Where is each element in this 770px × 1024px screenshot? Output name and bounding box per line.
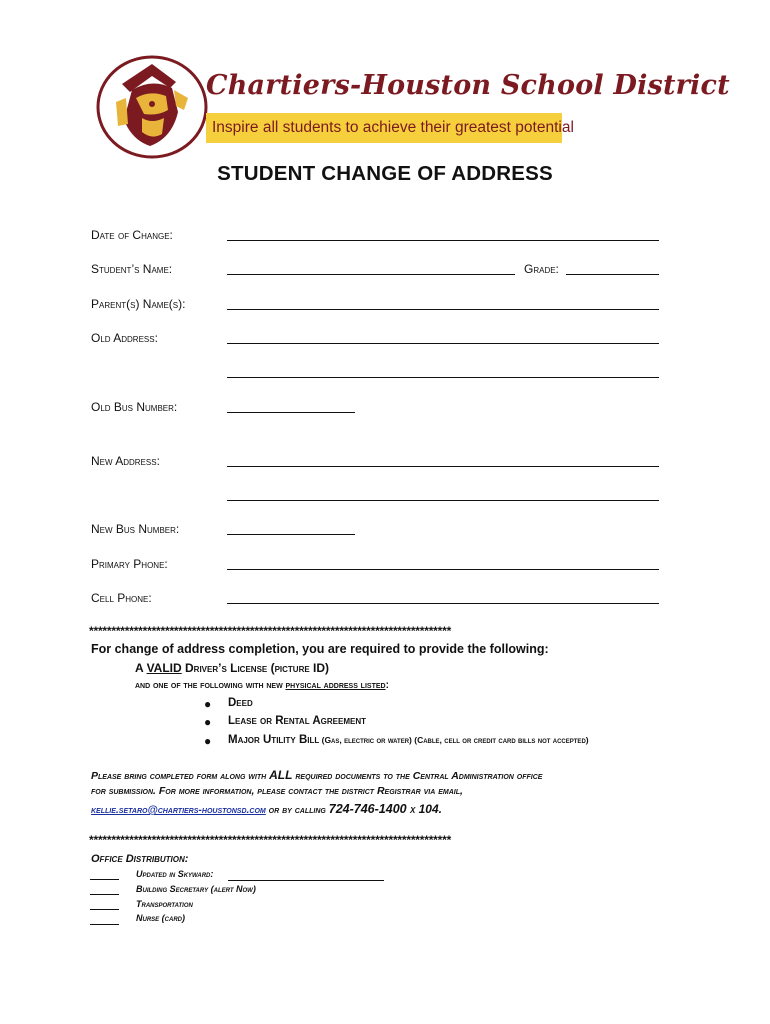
primary-phone-label: Primary Phone: (91, 557, 168, 571)
students-name-line[interactable] (227, 273, 515, 275)
cell-phone-line[interactable] (227, 602, 659, 604)
registrar-phone: 724-746-1400 (328, 802, 407, 816)
checkoff-blank[interactable] (90, 909, 119, 910)
instructions-calling: or by calling (265, 804, 329, 816)
registrar-ext: x 104. (406, 802, 442, 816)
office-item-secretary: Building Secretary (alert Now) (136, 884, 256, 894)
page-title: STUDENT CHANGE OF ADDRESS (217, 162, 553, 185)
office-item-nurse: Nurse (card) (136, 913, 185, 923)
bullet-icon: ● (204, 715, 212, 729)
checkoff-blank[interactable] (90, 924, 119, 925)
old-bus-number-label: Old Bus Number: (91, 400, 178, 414)
doc-deed: Deed (228, 697, 253, 709)
office-item-skyward: Updated in Skyward: (136, 869, 214, 879)
old-address-line-1[interactable] (227, 342, 659, 344)
new-address-label: New Address: (91, 454, 160, 468)
utility-main: Major Utility Bill (228, 734, 320, 746)
instructions-all: ALL (269, 768, 293, 782)
skyward-line[interactable] (228, 879, 384, 881)
district-logo-icon (92, 54, 208, 160)
instructions-line-1 (91, 768, 542, 782)
instructions-1b: required documents to the Central Administration office (292, 770, 543, 782)
registrar-email-link[interactable]: kellie.setaro@chartiers-houstonsd.com (91, 804, 266, 816)
one-of-suffix: : (385, 680, 389, 691)
district-name: Chartiers-Houston School District (206, 70, 730, 101)
utility-detail: (Gas, electric or water) (Cable, cell or credit card bills not accepted) (319, 735, 589, 745)
grade-label: Grade: (524, 262, 559, 276)
cell-phone-label: Cell Phone: (91, 591, 152, 605)
one-of-underlined: physical address listed (285, 680, 386, 691)
license-requirement (135, 661, 329, 675)
doc-utility-bill (228, 734, 589, 746)
office-distribution-heading: Office Distribution: (91, 853, 189, 865)
new-bus-number-label: New Bus Number: (91, 522, 180, 536)
instructions-line-2: for submission. For more information, please contact the district Registrar via email, (91, 785, 463, 797)
checkoff-blank[interactable] (90, 894, 119, 895)
checkoff-blank[interactable] (90, 879, 119, 880)
new-address-line-1[interactable] (227, 465, 659, 467)
one-of-prefix: and one of the following with new (135, 680, 286, 691)
bullet-icon: ● (204, 734, 212, 748)
one-of-following (135, 680, 389, 691)
doc-lease: Lease or Rental Agreement (228, 715, 366, 727)
license-a: A (135, 661, 147, 675)
separator-top: ********************************************************************************* (89, 624, 452, 638)
bullet-icon: ● (204, 697, 212, 711)
requirements-intro: For change of address completion, you are required to provide the following: (91, 642, 549, 656)
grade-line[interactable] (566, 273, 659, 275)
license-valid: VALID (146, 661, 182, 675)
instructions-line-3 (91, 802, 442, 816)
parents-names-line[interactable] (227, 308, 659, 310)
license-rest: Driver’s License (picture ID) (181, 661, 330, 675)
old-address-label: Old Address: (91, 331, 158, 345)
new-address-line-2[interactable] (227, 499, 659, 501)
primary-phone-line[interactable] (227, 568, 659, 570)
date-of-change-label: Date of Change: (91, 228, 173, 242)
instructions-1a: Please bring completed form along with (91, 770, 270, 782)
separator-bottom: ********************************************************************************* (89, 833, 452, 847)
new-bus-number-line[interactable] (227, 533, 355, 535)
office-item-transportation: Transportation (136, 899, 193, 909)
students-name-label: Student’s Name: (91, 262, 173, 276)
district-tagline: Inspire all students to achieve their greatest potential (206, 113, 562, 143)
old-address-line-2[interactable] (227, 376, 659, 378)
date-of-change-line[interactable] (227, 239, 659, 241)
parents-names-label: Parent(s) Name(s): (91, 297, 186, 311)
old-bus-number-line[interactable] (227, 411, 355, 413)
